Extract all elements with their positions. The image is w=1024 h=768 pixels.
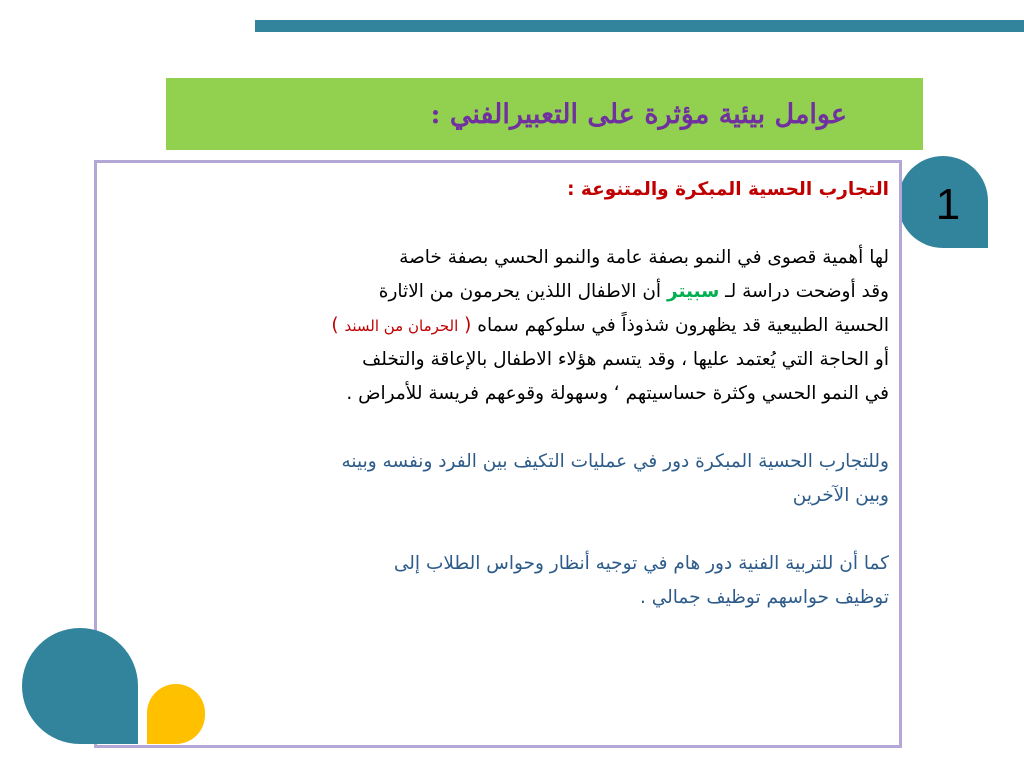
paragraph-2-line-1: وللتجارب الحسية المبكرة دور في عمليات التكيف بين الفرد ونفسه وبينه: [341, 451, 889, 472]
decorative-teal-shape: [22, 628, 138, 744]
paragraph-2-line-2: وبين الآخرين: [792, 485, 889, 506]
section-heading: التجارب الحسية المبكرة والمتنوعة :: [567, 179, 889, 200]
spacer: [109, 513, 889, 547]
top-accent-bar: [255, 20, 1024, 32]
slide-number-badge: [898, 156, 988, 248]
spacer: [109, 207, 889, 241]
paragraph-1-line-1: لها أهمية قصوى في النمو بصفة عامة والنمو الحسي بصفة خاصة: [399, 247, 889, 268]
p1l3-text-a: الحسية الطبيعية قد يظهرون شذوذاً في سلوكهم سماه: [471, 315, 889, 336]
p1l2-text-a: وقد أوضحت دراسة لـ: [719, 281, 889, 302]
slide-number: 1: [935, 180, 961, 229]
paragraph-1-line-5: في النمو الحسي وكثرة حساسيتهم ‘ وسهولة وقوعهم فريسة للأمراض .: [346, 383, 889, 404]
paragraph-1-line-2: [109, 275, 889, 309]
slide-title: عوامل بيئية مؤثرة على التعبيرالفني :: [430, 98, 847, 130]
decorative-yellow-shape: [147, 684, 205, 744]
researcher-name: سبيتر: [666, 281, 720, 302]
title-banner: [166, 78, 923, 150]
p1l3-open-paren: (: [458, 315, 472, 336]
content-text-box: [94, 160, 902, 748]
deprivation-term: الحرمان من السند: [344, 317, 459, 335]
p1l3-close-paren: ): [331, 315, 345, 336]
paragraph-3-line-2: توظيف حواسهم توظيف جمالي .: [639, 587, 889, 608]
spacer: [109, 411, 889, 445]
paragraph-1-line-3: [109, 309, 889, 343]
paragraph-1-line-4: أو الحاجة التي يُعتمد عليها ، وقد يتسم هؤلاء الاطفال بالإعاقة والتخلف: [362, 349, 889, 370]
paragraph-3-line-1: كما أن للتربية الفنية دور هام في توجيه أنظار وحواس الطلاب إلى: [393, 553, 889, 574]
p1l2-text-b: أن الاطفال اللذين يحرمون من الاثارة: [378, 281, 667, 302]
